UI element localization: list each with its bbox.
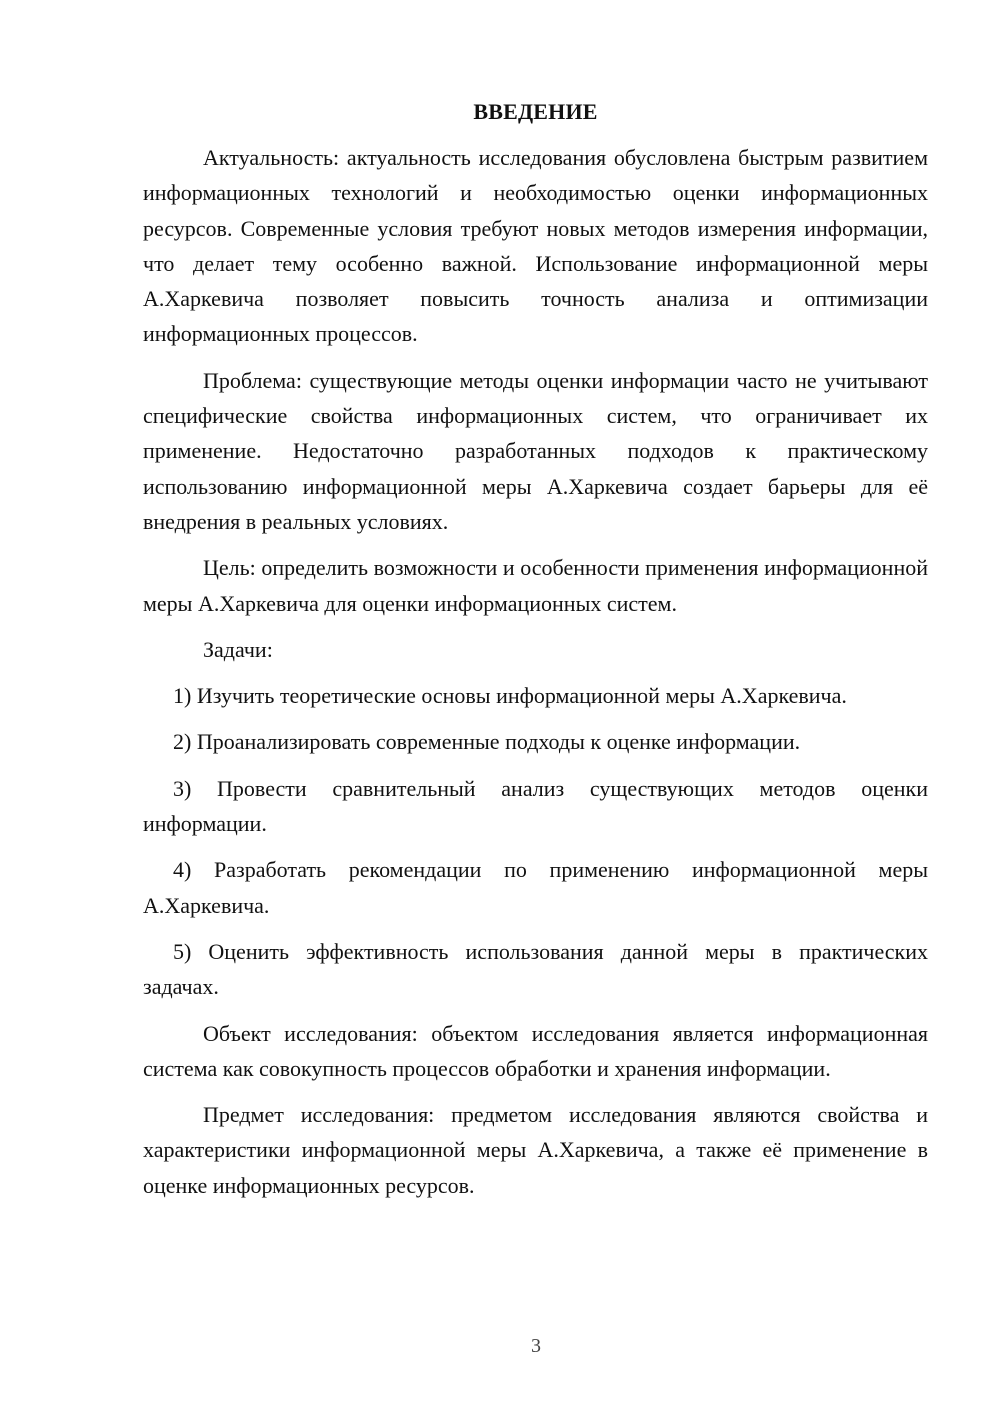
page-number: 3 bbox=[531, 1335, 541, 1357]
page-content bbox=[143, 96, 928, 1214]
paragraph-object: Объект исследования: объектом исследования является информационная система как совокупность процессов обработки и хранения информации. bbox=[143, 1020, 928, 1081]
paragraph-relevance: Актуальность: актуальность исследования обусловлена быстрым развитием информационных технологий и необходимостью оценки информационных ресурсов. Современные условия требуют новых методов измерения информации, что делает тему особенно важной. Использование информационной меры А.Харкевича позволяет повысить точность анализа и оптимизации информационных процессов. bbox=[143, 145, 928, 347]
task-item-5: 5) Оценить эффективность использования данной меры в практических задачах. bbox=[143, 938, 928, 1000]
task-item-2: 2) Проанализировать современные подходы к оценке информации. bbox=[173, 729, 801, 755]
paragraph-goal: Цель: определить возможности и особенности применения информационной меры А.Харкевича для оценки информационных систем. bbox=[143, 555, 928, 616]
paragraph-tasks-heading: Задачи: bbox=[203, 636, 273, 662]
paragraph-subject: Предмет исследования: предметом исследования являются свойства и характеристики информационной меры А.Харкевича, а также её применение в оценке информационных ресурсов. bbox=[143, 1102, 928, 1198]
task-item-4: 4) Разработать рекомендации по применению информационной меры А.Харкевича. bbox=[143, 857, 928, 918]
task-item-1: 1) Изучить теоретические основы информационной меры А.Харкевича. bbox=[173, 683, 847, 709]
section-title: ВВЕДЕНИЕ bbox=[473, 99, 598, 124]
task-item-3: 3) Провести сравнительный анализ существующих методов оценки информации. bbox=[143, 775, 928, 837]
paragraph-problem: Проблема: существующие методы оценки информации часто не учитывают специфические свойства информационных систем, что ограничивает их применение. Недостаточно разработанных подходов к практическому использованию информационной меры А.Харкевича создает барьеры для её внедрения в реальных условиях. bbox=[143, 367, 928, 534]
